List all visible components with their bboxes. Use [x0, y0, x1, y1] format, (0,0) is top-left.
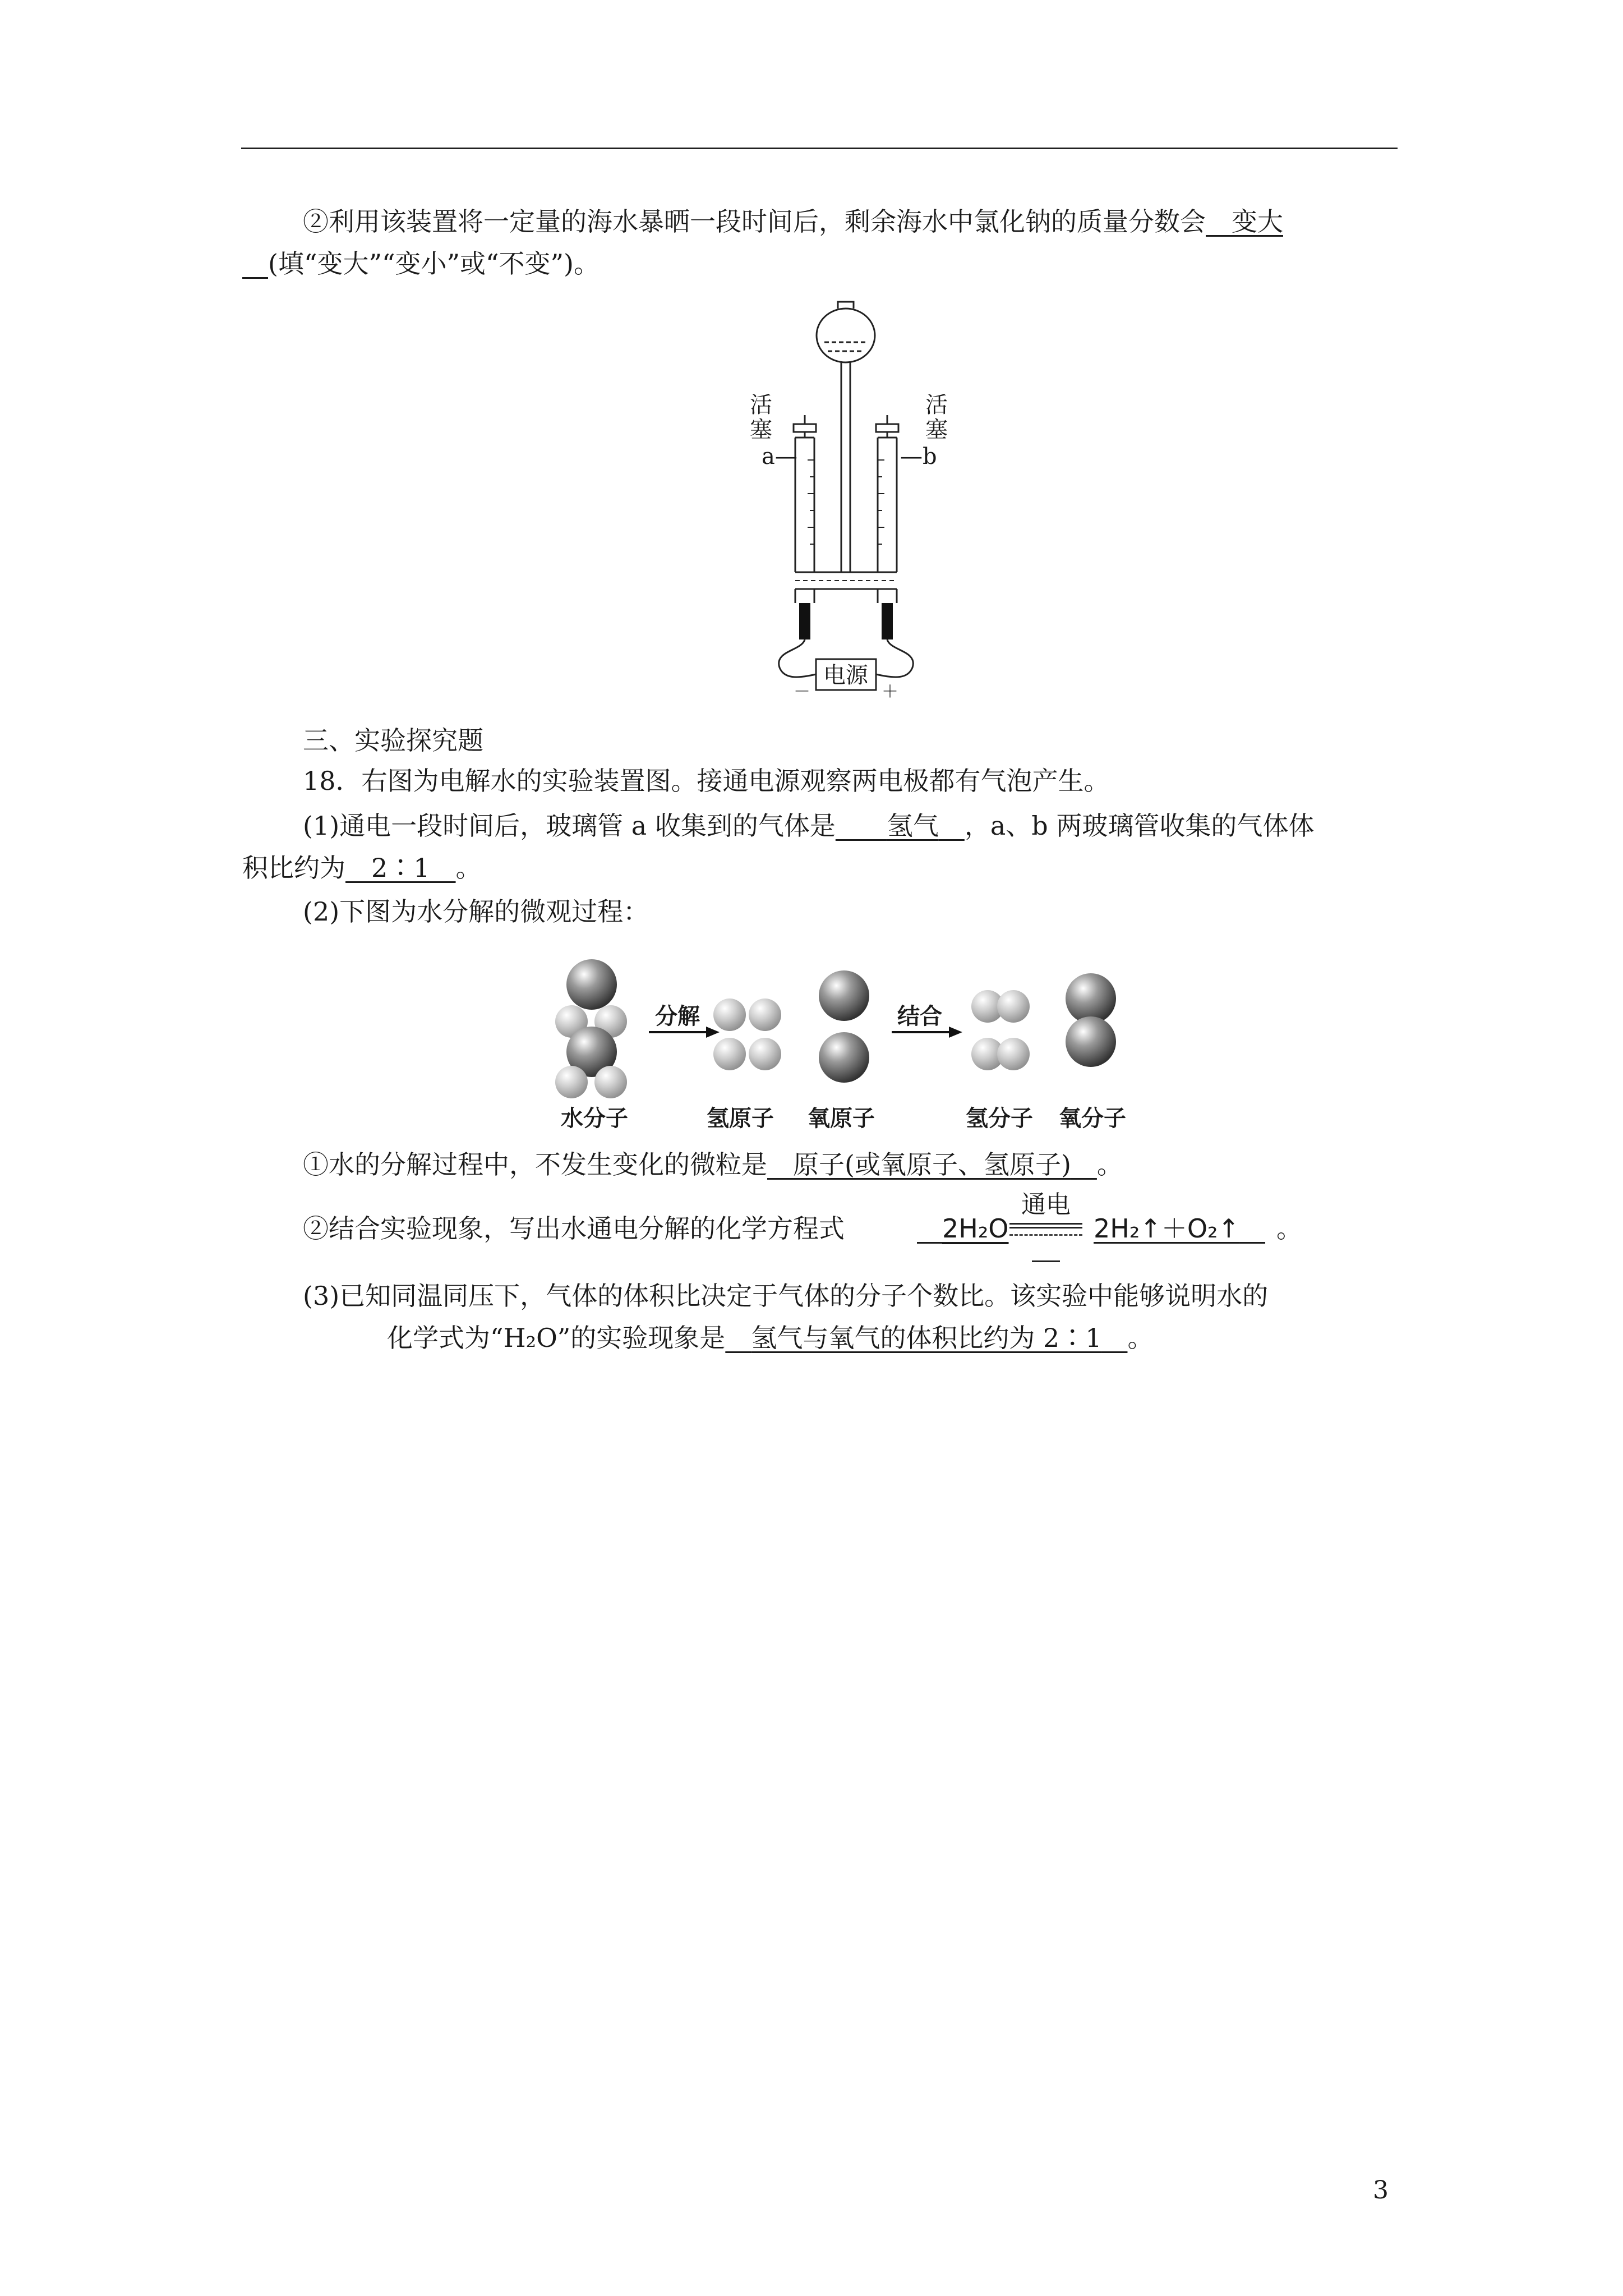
hydrogen-atom: [997, 1038, 1030, 1070]
label-oxygen-atom: 氧原子: [808, 1106, 875, 1131]
equation-short-rule: [1032, 1260, 1060, 1262]
oxygen-atom: [1066, 1016, 1116, 1067]
q2-line1: [303, 205, 1283, 238]
label-hydrogen-atom: 氢原子: [707, 1106, 774, 1131]
q18-p1-answer1: 氢气: [887, 811, 939, 841]
hydrogen-atom: [713, 999, 746, 1031]
label-oxygen-molecule: 氧分子: [1059, 1106, 1126, 1131]
stopcock-label-left: 活塞: [750, 392, 772, 443]
q18-p1-text2: ，a、b 两玻璃管收集的气体体: [964, 811, 1315, 841]
q18-p1-answer2: 2∶1: [371, 853, 430, 883]
oxygen-atom: [819, 970, 869, 1021]
power-supply-label: 电源: [823, 662, 868, 688]
q2-answer-blank-tail: [242, 249, 268, 279]
water-decomposition-figure: [538, 954, 1144, 1139]
q18-p1-end: 。: [455, 853, 482, 883]
tube-b-label: —b: [900, 444, 937, 470]
q2-answer: 变大: [1232, 206, 1283, 237]
q2-answer-blank: [1206, 206, 1283, 237]
oxygen-atom: [566, 959, 617, 1010]
q2-line2: [242, 247, 600, 280]
q18-part2: (2)下图为水分解的微观过程：: [303, 896, 649, 927]
q18-p1-blank2: [345, 853, 456, 883]
q18-part2-2: [303, 1212, 845, 1245]
q18-p2-1-answer: 原子(或氧原子、氢原子): [793, 1149, 1071, 1180]
q18-stem: 18．右图为电解水的实验装置图。接通电源观察两电极都有气泡产生。: [303, 766, 1110, 796]
label-water-molecule: 水分子: [561, 1106, 628, 1131]
equation-condition: [1009, 1188, 1082, 1262]
electrolysis-apparatus: [735, 297, 959, 701]
hydrogen-atom: [997, 990, 1030, 1023]
q18-p2-2-text: ②结合实验现象，写出水通电分解的化学方程式: [303, 1213, 845, 1244]
q18-p3-text: 化学式为“H₂O”的实验现象是: [387, 1323, 726, 1353]
equation-left: 2H₂O: [942, 1213, 1009, 1244]
q18-p2-1-blank: [767, 1149, 1097, 1180]
q18-p3-answer: 氢气与氧气的体积比约为 2∶1: [751, 1323, 1102, 1353]
q18-part3-line2: [387, 1321, 1153, 1355]
arrow-icon: [891, 1025, 963, 1039]
q18-p2-1-end: 。: [1096, 1149, 1123, 1180]
q18-p1-text3: 积比约为: [242, 853, 345, 883]
equation-dashes: [1009, 1234, 1082, 1236]
equation-blank-right: [1239, 1213, 1265, 1244]
q18-p3-blank: [725, 1323, 1127, 1353]
q18-p3-end: 。: [1127, 1323, 1154, 1353]
tube-a-label: a—: [762, 444, 797, 470]
q18-part1-line2: [242, 851, 482, 885]
hydrogen-atom: [749, 1038, 781, 1070]
hydrogen-atom: [594, 1066, 627, 1098]
q18-p2-1-text: ①水的分解过程中，不发生变化的微粒是: [303, 1149, 767, 1180]
q18-part1-line1: [303, 809, 1314, 843]
q2-text: ②利用该装置将一定量的海水暴晒一段时间后，剩余海水中氯化钠的质量分数会: [303, 206, 1206, 237]
electrolysis-apparatus-drawing: [735, 297, 959, 701]
q18-p1-blank1: [836, 811, 965, 841]
arrow-label-combine: 结合: [897, 1004, 942, 1029]
page-number: 3: [1373, 2176, 1389, 2205]
equation-right: [1094, 1212, 1302, 1245]
arrow-label-decompose: 分解: [655, 1004, 700, 1029]
equation-double-line: [1009, 1223, 1082, 1228]
label-hydrogen-molecule: 氢分子: [966, 1106, 1033, 1131]
hydrogen-atom: [749, 999, 781, 1031]
q18-part2-1: [303, 1148, 1123, 1181]
q2-cont: (填“变大”“变小”或“不变”)。: [268, 249, 600, 279]
arrow-icon: [648, 1025, 721, 1039]
header-rule: [241, 148, 1398, 149]
equation-condition-text: 通电: [1021, 1190, 1071, 1219]
hydrogen-atom: [555, 1066, 588, 1098]
section-title: 三、实验探究题: [303, 725, 483, 756]
hydrogen-atom: [713, 1038, 746, 1070]
stopcock-label-right: 活塞: [925, 392, 948, 443]
q18-p1-text: (1)通电一段时间后，玻璃管 a 收集到的气体是: [303, 811, 836, 841]
plus-terminal: ＋: [882, 682, 898, 702]
q18-part3-line1: (3)已知同温同压下，气体的体积比决定于气体的分子个数比。该实验中能够说明水的: [303, 1281, 1269, 1311]
minus-terminal: －: [794, 682, 810, 702]
q18-p2-2-end: 。: [1276, 1213, 1303, 1244]
equation-right-text: 2H₂↑＋O₂↑: [1094, 1213, 1240, 1244]
oxygen-atom: [819, 1032, 869, 1083]
